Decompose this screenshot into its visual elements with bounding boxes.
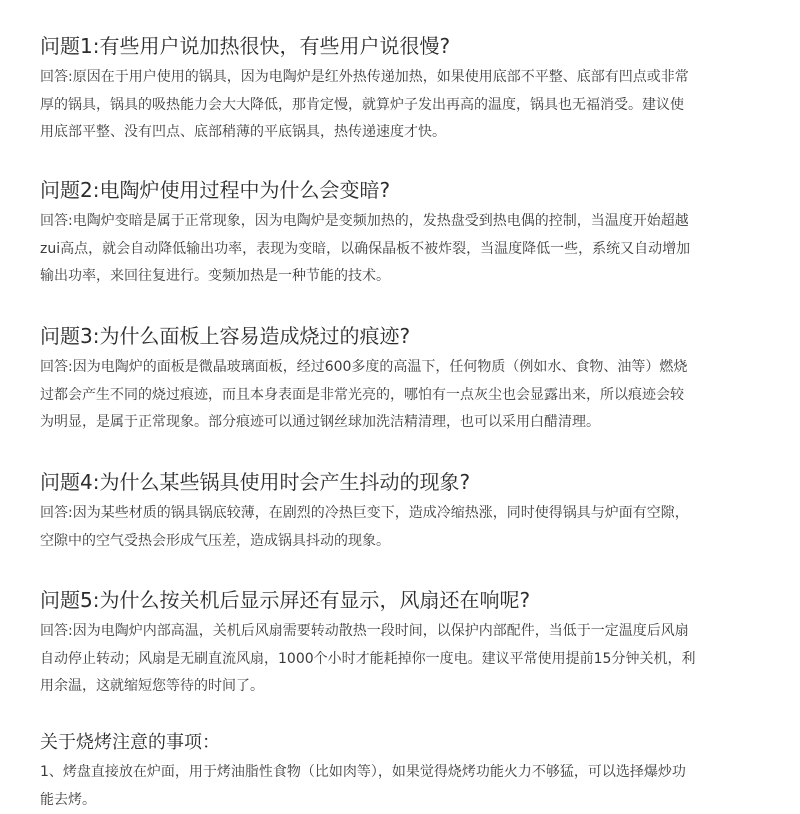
- answer-paragraph: [40, 500, 689, 555]
- question-heading: 问题1:有些用户说加热很快，有些用户说很慢?: [40, 33, 689, 59]
- answer-line: 回答:因为电陶炉内部高温，关机后风扇需要转动散热一段时间，以保护内部配件，当低于一定温度后风扇: [40, 618, 695, 646]
- qa-section-5: [40, 587, 695, 701]
- answer-line: 回答:因为电陶炉的面板是微晶玻璃面板，经过600多度的高温下，任何物质（例如水、食物、油等）燃烧: [40, 354, 687, 382]
- answer-line: 空隙中的空气受热会形成气压差，造成锅具抖动的现象。: [40, 528, 689, 556]
- answer-line: 回答:电陶炉变暗是属于正常现象，因为电陶炉是变频加热的，发热盘受到热电偶的控制，当温度开始超越: [40, 208, 690, 236]
- grilling-notes-section: [40, 731, 686, 814]
- answer-line: 用底部平整、没有凹点、底部稍薄的平底锅具，热传递速度才快。: [40, 119, 689, 147]
- qa-section-1: [40, 33, 689, 147]
- answer-line: 回答:原因在于用户使用的锅具，因为电陶炉是红外热传递加热，如果使用底部不平整、底部有凹点或非常: [40, 64, 689, 92]
- question-heading: 问题5:为什么按关机后显示屏还有显示，风扇还在响呢?: [40, 587, 695, 613]
- answer-line: 为明显，是属于正常现象。部分痕迹可以通过钢丝球加洗洁精清理，也可以采用白醋清理。: [40, 409, 687, 437]
- answer-paragraph: [40, 208, 690, 291]
- notes-line: 1、烤盘直接放在炉面，用于烤油脂性食物（比如肉等），如果觉得烧烤功能火力不够猛，可以选择爆炒功: [40, 759, 686, 787]
- answer-line: 用余温，这就缩短您等待的时间了。: [40, 673, 695, 701]
- answer-line: 过都会产生不同的烧过痕迹，而且本身表面是非常光亮的，哪怕有一点灰尘也会显露出来，所以痕迹会较: [40, 382, 687, 410]
- answer-line: 输出功率，来回往复进行。变频加热是一种节能的技术。: [40, 263, 690, 291]
- answer-paragraph: [40, 618, 695, 701]
- answer-paragraph: [40, 354, 687, 437]
- answer-paragraph: [40, 64, 689, 147]
- notes-line: 能去烤。: [40, 787, 686, 814]
- answer-line: 自动停止转动；风扇是无刷直流风扇，1000个小时才能耗掉你一度电。建议平常使用提前15分钟关机，利: [40, 646, 695, 674]
- answer-line: 回答:因为某些材质的锅具锅底较薄，在剧烈的冷热巨变下，造成冷缩热涨，同时使得锅具与炉面有空隙，: [40, 500, 689, 528]
- qa-section-2: [40, 177, 690, 291]
- answer-line: 厚的锅具，锅具的吸热能力会大大降低，那肯定慢，就算炉子发出再高的温度，锅具也无福消受。建议使: [40, 92, 689, 120]
- qa-section-3: [40, 323, 687, 437]
- qa-section-4: [40, 469, 689, 555]
- question-heading: 问题4:为什么某些锅具使用时会产生抖动的现象?: [40, 469, 689, 495]
- answer-line: zui高点，就会自动降低输出功率，表现为变暗，以确保晶板不被炸裂，当温度降低一些，系统又自动增加: [40, 236, 690, 264]
- question-heading: 问题2:电陶炉使用过程中为什么会变暗?: [40, 177, 690, 203]
- notes-heading: 关于烧烤注意的事项：: [40, 731, 686, 755]
- question-heading: 问题3:为什么面板上容易造成烧过的痕迹?: [40, 323, 687, 349]
